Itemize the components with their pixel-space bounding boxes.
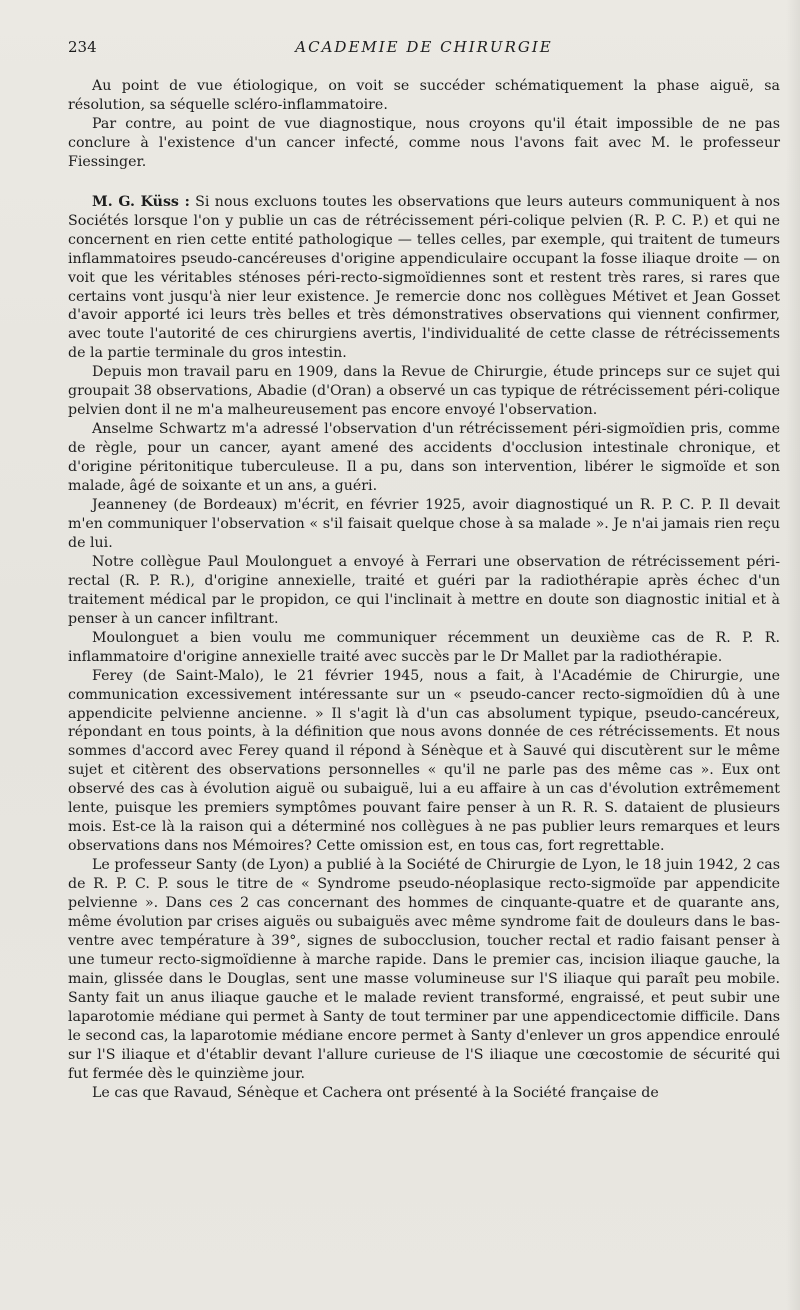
page-edge-shadow bbox=[786, 0, 800, 1310]
paragraph-ravaud: Le cas que Ravaud, Sénèque et Cachera ont présenté à la Société française de bbox=[92, 1084, 659, 1101]
paragraph-moulonguet-ferrari: Notre collègue Paul Moulonguet a envoyé à Ferrari une observation de rétrécissement péri-rectal (R. P. R.), d'origine annexielle, traité et guéri par la radiothérapie après échec d'un traitement médical par le propidon, ce qui l'inclinait à mettre en doute son diagnostic initial et à penser à un cancer infiltrant. bbox=[68, 553, 780, 627]
paragraph-jeanneney: Jeanneney (de Bordeaux) m'écrit, en février 1925, avoir diagnostiqué un R. P. C. P. Il devait m'en communiquer l'observation « s'il faisait quelque chose à sa malade ». Je n'ai jamais rien reçu de lui. bbox=[68, 497, 780, 551]
paragraph-santy: Le professeur Santy (de Lyon) a publié à la Société de Chirurgie de Lyon, le 18 juin 1942, 2 cas de R. P. C. P. sous le titre de « Syndrome pseudo-néoplasique recto-sigmoïde par appendicite pelvienne ». Dans ces 2 cas concernant des hommes de cinquante-quatre et de quarante ans, même évolution par crises aiguës ou subaiguës avec même syndrome fait de douleurs dans le bas-ventre avec température à 39°, signes de subocclusion, toucher rectal et radio faisant penser à une tumeur recto-sigmoïdienne à marche rapide. Dans le premier cas, incision iliaque gauche, la main, glissée dans le Douglas, sent une masse volumineuse sur l'S iliaque qui paraît peu mobile. Santy fait un anus iliaque gauche et le malade revient transformé, engraissé, et peut subir une laparotomie médiane qui permet à Santy de tout terminer par une appendicectomie difficile. Dans le second cas, la laparotomie médiane encore permet à Santy d'enlever un gros appendice enroulé sur l'S iliaque et d'établir devant l'allure curieuse de l'S iliaque une cœcostomie de sécurité qui fut fermée dès le quinzième jour. bbox=[68, 857, 780, 1082]
paragraph-moulonguet-second: Moulonguet a bien voulu me communiquer récemment un deuxième cas de R. P. R. inflammatoire d'origine annexielle traité avec succès par le Dr Mallet par la radiothérapie. bbox=[68, 629, 780, 665]
page-header bbox=[68, 38, 780, 58]
running-title: ACADEMIE DE CHIRURGIE bbox=[295, 38, 553, 56]
speaker-name: M. G. Küss : bbox=[92, 193, 190, 210]
page-number: 234 bbox=[68, 38, 97, 56]
paragraph-schwartz: Anselme Schwartz m'a adressé l'observation d'un rétrécissement péri-sigmoïdien pris, comme de règle, pour un cancer, ayant amené des accidents d'occlusion intestinale chronique, et d'origine péritonitique tuberculeuse. Il a pu, dans son intervention, libérer le sigmoïde et son malade, âgé de soixante et un ans, a guéri. bbox=[68, 421, 780, 495]
paragraph-ferey: Ferey (de Saint-Malo), le 21 février 1945, nous a fait, à l'Académie de Chirurgie, une communication excessivement intéressante sur un « pseudo-cancer recto-sigmoïdien dû à une appendicite pelvienne ancienne. » Il s'agit là d'un cas absolument typique, pseudo-cancéreux, répondant en tous points, à la définition que nous avons donnée de ces rétrécissements. Et nous sommes d'accord avec Ferey quand il répond à Sénèque et à Sauvé qui discutèrent sur le même sujet et citèrent des observations personnelles « qu'il ne parle pas des même cas ». Eux ont observé des cas à évolution aiguë ou subaiguë, lui a eu affaire à un cas d'évolution extrêmement lente, puisque les premiers symptômes pouvant faire penser à un R. R. S. dataient de plusieurs mois. Est-ce là la raison qui a déterminé nos collègues à ne pas publier leurs remarques et leurs observations dans nos Mémoires? Cette omission est, en tous cas, fort regrettable. bbox=[68, 667, 780, 855]
paragraph-diagnosis: Par contre, au point de vue diagnostique, nous croyons qu'il était impossible de ne pas conclure à l'existence d'un cancer infecté, comme nous l'avons fait avec M. le professeur Fiessinger. bbox=[68, 115, 780, 170]
article-body bbox=[68, 77, 780, 1103]
paragraph-1909-work: Depuis mon travail paru en 1909, dans la Revue de Chirurgie, étude princeps sur ce sujet qui groupait 38 observations, Abadie (d'Oran) a observé un cas typique de rétrécissement péri-colique pelvien dont il ne m'a malheureusement pas encore envoyé l'observation. bbox=[68, 364, 780, 419]
paragraph-kuss-intervention bbox=[68, 193, 780, 364]
paragraph-etiology: Au point de vue étiologique, on voit se succéder schématiquement la phase aiguë, sa résolution, sa séquelle scléro-inflammatoire. bbox=[68, 78, 780, 113]
speaker-text: Si nous excluons toutes les observations que leurs auteurs communiquent à nos Sociétés lorsque l'on y publie un cas de rétrécissement péri-colique pelvien (R. P. C. P.) et qui ne concernent en rien cette entité pathologique — telles celles, par exemple, qui traitent de tumeurs inflammatoires pseudo-cancéreuses d'origine appendiculaire occupant la fosse iliaque droite — on voit que les véritables sténoses péri-recto-sigmoïdiennes sont et restent très rares, si rares que certains vont jusqu'à nier leur existence. Je remercie donc nos collègues Métivet et Jean Gosset d'avoir apporté ici leurs très belles et très démonstratives observations qui viennent confirmer, avec toute l'autorité de ces chirurgiens avertis, l'individualité de cette classe de rétrécissements de la partie terminale du gros intestin. bbox=[68, 193, 781, 362]
